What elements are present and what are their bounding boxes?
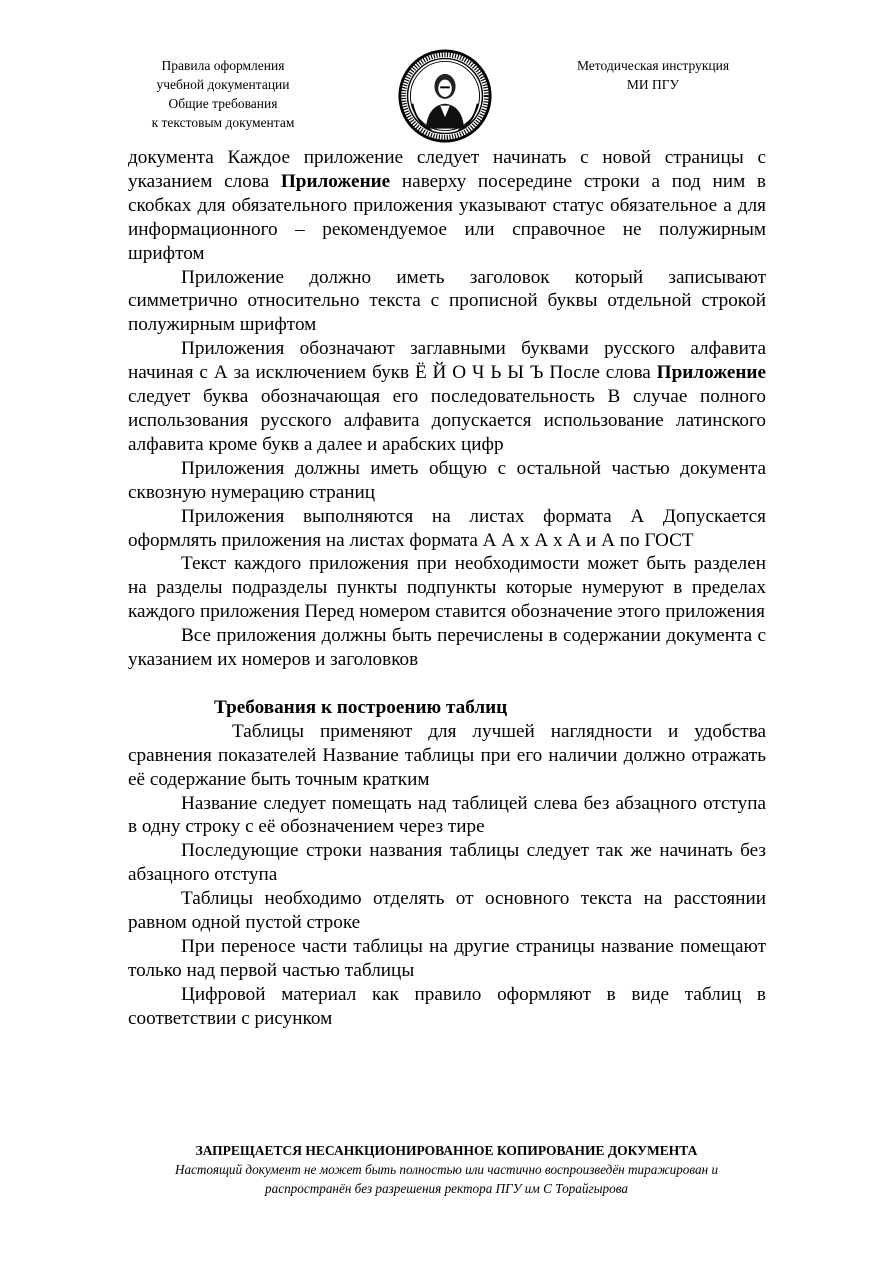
paragraph-3	[128, 337, 766, 457]
paragraph-3-part-a: Приложения обозначают заглавными буквами русского алфавита начиная с А за исключением букв Ё Й О Ч Ь Ы Ъ После слова	[128, 338, 766, 384]
university-seal-icon	[397, 48, 493, 144]
paragraph-3-bold-word: Приложение	[656, 362, 766, 384]
paragraph-1-part-a: документа Каждое приложение следует начинать с новой страницы с указанием слова	[128, 147, 766, 192]
header-right-line-1: Методическая инструкция	[576, 58, 730, 73]
paragraph-1-part-c: наверху посередине строки а под ним в скобках для обязательного приложения указывают статус обязательное а для информационного – рекомендуемое или справочное не полужирным шрифтом	[128, 170, 766, 264]
paragraph-12: При переносе части таблицы на другие страницы название помещают только над первой частью таблицы	[128, 936, 766, 981]
paragraph-7: Все приложения должны быть перечислены в содержании документа с указанием их номеров и заголовков	[128, 625, 766, 671]
paragraph-11: Таблицы необходимо отделять от основного текста на расстоянии равном одной пустой строке	[128, 888, 766, 934]
paragraph-5: Приложения выполняются на листах формата А Допускается оформлять приложения на листах формата А А х А х А и А по ГОСТ	[128, 505, 766, 551]
footer-note-line-2: распространён без разрешения ректора ПГУ им С Торайгырова	[265, 1181, 628, 1196]
header-right-block	[558, 56, 748, 94]
footer-warning-title: ЗАПРЕЩАЕТСЯ НЕСАНКЦИОНИРОВАННОЕ КОПИРОВАНИЕ ДОКУМЕНТА	[195, 1143, 698, 1158]
paragraph-9: Название следует помещать над таблицей слева без абзацного отступа в одну строку с её обозначением через тире	[128, 792, 766, 838]
header-left-line-1: Правила оформления	[161, 58, 285, 73]
paragraph-1-bold-word: Приложение	[280, 170, 391, 192]
paragraph-8: Таблицы применяют для лучшей наглядности и удобства сравнения показателей Название таблицы при его наличии должно отражать её содержание быть точным кратким	[128, 720, 766, 790]
paragraph-3-part-c: следует буква обозначающая его последовательность В случае полного использования русского алфавита допускается использование латинского алфавита кроме букв а далее и арабских цифр	[128, 386, 766, 455]
paragraph-13: Цифровой материал как правило оформляют в виде таблиц в соответствии с рисунком	[128, 983, 766, 1029]
paragraph-2: Приложение должно иметь заголовок который записывают симметрично относительно текста с прописной буквы отдельной строкой полужирным шрифтом	[128, 266, 766, 336]
header-left-line-4: к текстовым документам	[151, 115, 295, 130]
header-left-line-2: учебной документации	[156, 77, 290, 92]
header-left-line-3: Общие требования	[168, 96, 278, 111]
paragraph-4: Приложения должны иметь общую с остальной частью документа сквозную нумерацию страниц	[128, 457, 766, 503]
document-body	[128, 146, 766, 1031]
paragraph-1	[128, 146, 766, 266]
header-left-block	[128, 56, 318, 132]
footer-note-line-1: Настоящий документ не может быть полностью или частично воспроизведён тиражирован и	[174, 1162, 719, 1177]
footer	[100, 1141, 793, 1198]
section-heading: Требования к построению таблиц	[214, 696, 508, 718]
paragraph-6: Текст каждого приложения при необходимости может быть разделен на разделы подразделы пункты подпункты которые нумеруют в пределах каждого приложения Перед номером ставится обозначение этого приложения	[128, 553, 766, 623]
header-right-line-2: МИ ПГУ	[626, 77, 680, 92]
paragraph-10: Последующие строки названия таблицы следует так же начинать без абзацного отступа	[128, 840, 766, 886]
